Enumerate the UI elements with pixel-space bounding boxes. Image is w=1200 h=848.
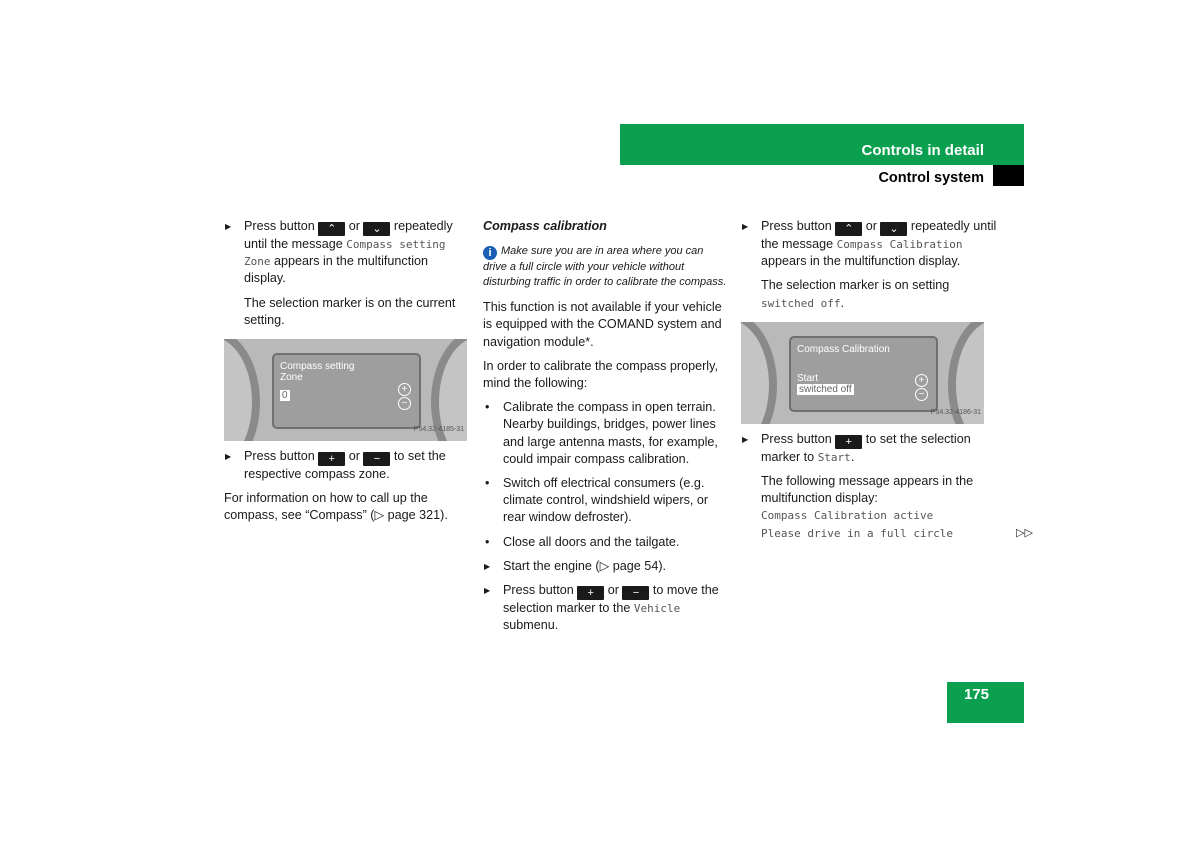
paragraph <box>741 277 1003 311</box>
up-arrow-button-icon: ⌃ <box>835 222 862 236</box>
down-arrow-button-icon: ⌄ <box>363 222 390 236</box>
setting-name: Start <box>817 450 851 464</box>
setting-name: switched off <box>761 296 841 310</box>
figure-code: P54.32-4185-31 <box>413 425 464 433</box>
text: appears in the multifunction display. <box>761 254 961 269</box>
subsection-title: Control system <box>878 170 984 186</box>
continue-arrows-icon: ▷▷ <box>1016 526 1033 539</box>
plus-button-icon: + <box>835 435 862 449</box>
text: repeatedly until the message <box>761 219 997 251</box>
text: Press button <box>244 219 315 233</box>
menu-name: Vehicle <box>633 602 681 616</box>
display-selection: switched off <box>799 383 852 395</box>
display-message-block <box>741 507 1033 541</box>
bullet-item: • Switch off electrical consumers (e.g. climate control, windshield wipers, or rear window defroster). <box>483 475 727 527</box>
text: repeatedly until the message <box>244 219 453 251</box>
paragraph: The following message appears in the multifunction display: <box>761 474 974 506</box>
display-option: Start <box>797 372 819 384</box>
text: Press button <box>244 449 315 464</box>
bullet-item: • Calibrate the compass in open terrain. Nearby buildings, bridges, power lines and large antenna masts, for example, could impair compass calibration. <box>483 399 727 468</box>
text: to set the selection marker to <box>761 431 971 464</box>
column-1 <box>224 218 468 532</box>
down-arrow-button-icon: ⌄ <box>880 222 907 236</box>
step <box>224 218 468 288</box>
text: Press button <box>503 583 574 598</box>
minus-button-icon: − <box>363 452 390 466</box>
step <box>741 431 1003 466</box>
text: Press button <box>761 219 832 233</box>
text: or <box>348 219 360 233</box>
paragraph: In order to calibrate the compass properly, mind the following: <box>483 358 718 391</box>
step <box>483 582 727 634</box>
display-message-line: Please drive in a full circle <box>761 526 954 540</box>
gauge-left <box>224 339 260 441</box>
plus-button-icon: + <box>577 586 604 600</box>
text: The selection marker is on setting <box>761 278 950 293</box>
text: . <box>850 449 855 464</box>
text: or <box>607 583 619 598</box>
display-figure <box>741 322 984 424</box>
text: submenu. <box>503 618 559 633</box>
column-3 <box>741 218 1033 549</box>
page-number: 175 <box>963 686 989 703</box>
section-title: Controls in detail <box>861 142 984 159</box>
text: to set the respective compass zone. <box>244 449 446 482</box>
paragraph: This function is not available if your vehicle is equipped with the COMAND system and navigation module*. <box>483 300 722 349</box>
bullet-item: • Close all doors and the tailgate. <box>483 534 727 551</box>
display-figure <box>224 339 467 441</box>
display-message: Compass Calibration <box>836 238 963 251</box>
step <box>224 448 468 483</box>
plus-icon: + <box>398 383 411 396</box>
gauge-left <box>741 322 777 424</box>
display-message-line: Compass Calibration active <box>761 509 934 523</box>
step <box>741 218 1003 270</box>
up-arrow-button-icon: ⌃ <box>318 222 345 236</box>
display-title: Compass setting Zone <box>280 361 355 384</box>
text: Press button <box>761 431 832 446</box>
info-note <box>483 244 727 290</box>
subheading: Compass calibration <box>483 219 607 233</box>
note-text: Make sure you are in area where you can drive a full circle with your vehicle without disturbing traffic in order to calibrate the compass. <box>483 245 727 289</box>
minus-icon: − <box>915 388 928 401</box>
display-message: Compass setting Zone <box>244 238 446 269</box>
plus-button-icon: + <box>318 452 345 466</box>
display-title: Compass Calibration <box>797 343 890 355</box>
text: or <box>865 219 877 233</box>
minus-button-icon: − <box>622 586 649 600</box>
text: to move the selection marker to the <box>503 583 719 616</box>
info-icon: i <box>483 246 497 260</box>
text: or <box>348 449 360 464</box>
figure-code: P54.32-4186-31 <box>930 408 981 416</box>
plus-icon: + <box>915 374 928 387</box>
step: ▶ Start the engine (▷ page 54). <box>483 558 727 575</box>
paragraph: For information on how to call up the compass, see “Compass” (▷ page 321). <box>224 491 448 523</box>
minus-icon: − <box>398 397 411 410</box>
display-selection: 0 <box>282 390 288 402</box>
black-tab <box>993 165 1024 186</box>
text: . <box>840 295 844 310</box>
multifunction-display <box>789 336 938 412</box>
multifunction-display <box>272 353 421 429</box>
text: appears in the multifunction display. <box>244 254 429 286</box>
column-2 <box>483 218 727 641</box>
paragraph: The selection marker is on the current setting. <box>244 295 456 327</box>
